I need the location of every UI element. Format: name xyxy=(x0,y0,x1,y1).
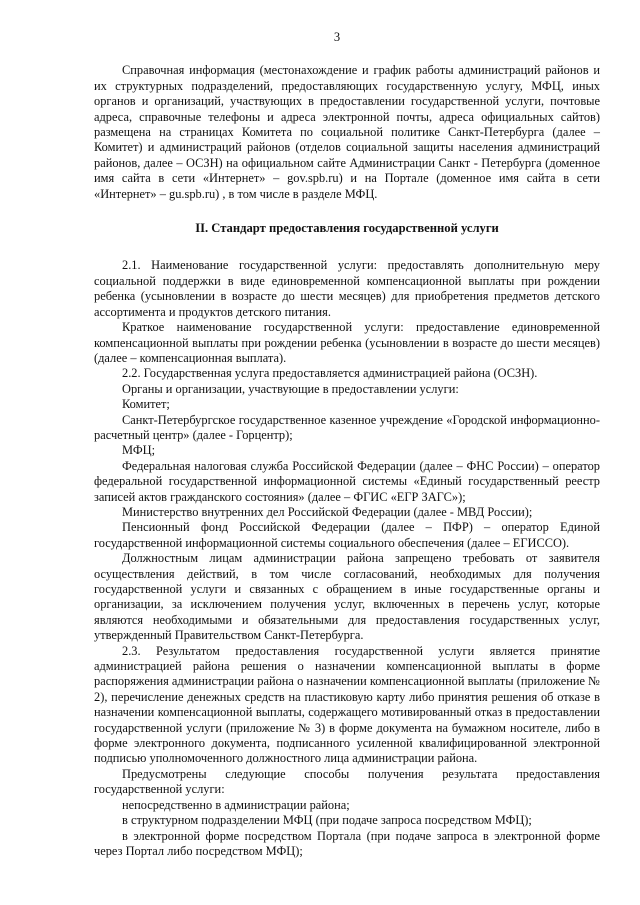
list-item-fns: Федеральная налоговая служба Российской Федерации (далее – ФНС России) – оператор федеральной государственной информационной системы «Единый государственный реестр записей актов гражданского состояния» (далее – ФГИС «ЕГР ЗАГС»); xyxy=(94,458,600,504)
paragraph-prohibition: Должностным лицам администрации района запрещено требовать от заявителя осуществления действий, в том числе согласований, необходимых для получения государственной услуги и связанных с обращением в иные государственные органы и организации, за исключением получения услуг, включенных в перечень услуг, которые являются необходимыми и обязательными для предоставления государственных услуг, утвержденный Правительством Санкт-Петербурга. xyxy=(94,551,600,643)
intro-paragraph: Справочная информация (местонахождение и график работы администраций районов и их структурных подразделений, предоставляющих государственную услугу, МФЦ, иных органов и организаций, участвующих в предоставлении государственной услуги, почтовые адреса, справочные телефоны и адреса электронной почты, адреса официальных сайтов) размещена на страницах Комитета по социальной политике Санкт-Петербурга (далее – Комитет) и администраций районов (отделов социальной защиты населения администраций районов, далее – ОСЗН) на официальном сайте Администрации Санкт - Петербурга (доменное имя сайта в сети «Интернет» – gov.spb.ru) и на Портале (доменное имя сайта в сети «Интернет» – gu.spb.ru) , в том числе в разделе МФЦ. xyxy=(94,63,600,201)
paragraph-participants-heading: Органы и организации, участвующие в предоставлении услуги: xyxy=(122,381,459,396)
paragraph-result-methods: Предусмотрены следующие способы получения результата предоставления государственной услуги: xyxy=(94,766,600,797)
paragraph-short-name: Краткое наименование государственной услуги: предоставление единовременной компенсационной выплаты при рождении ребенка (усыновлении в возрасте до шести месяцев) (далее – компенсационная выплата). xyxy=(94,320,600,365)
list-item-committee: Комитет; xyxy=(122,397,170,412)
page-number: 3 xyxy=(333,30,341,44)
list-item-mvd: Министерство внутренних дел Российской Федерации (далее - МВД России); xyxy=(122,504,533,519)
paragraph-2-1: 2.1. Наименование государственной услуги: предоставлять дополнительную меру социальной поддержки в виде единовременной компенсационной выплаты при рождении ребенка (усыновлении в возрасте до шести месяцев) для приобретения предметов детского ассортимента и продуктов детского питания. xyxy=(94,258,600,319)
list-item-mfc: МФЦ; xyxy=(122,443,156,458)
section-title: II. Стандарт предоставления государственной услуги xyxy=(195,221,499,236)
list-item-portal: в электронной форме посредством Портала (при подаче запроса в электронной форме через Портал либо посредством МФЦ); xyxy=(94,828,600,858)
list-item-mfc-unit: в структурном подразделении МФЦ (при подаче запроса посредством МФЦ); xyxy=(122,813,532,828)
paragraph-2-3: 2.3. Результатом предоставления государственной услуги является принятие администрацией района решения о назначении компенсационной выплаты в форме распоряжения администрации района о назначении компенсационной выплаты (приложение № 2), перечисление денежных средств на пластиковую карту либо принятия решения об отказе в назначении компенсационной выплаты, содержащего мотивированный отказ в предоставлении государственной услуги (приложение № 3) в форме документа на бумажном носителе, либо в форме электронного документа, подписанного усиленной квалифицированной электронной подписью уполномоченного должностного лица администрации района. xyxy=(94,643,600,766)
list-item-gorcentr: Санкт-Петербургское государственное казенное учреждение «Городской информационно-расчетный центр» (далее - Горцентр); xyxy=(94,412,600,442)
list-item-admin: непосредственно в администрации района; xyxy=(122,797,350,812)
list-item-pfr: Пенсионный фонд Российской Федерации (далее – ПФР) – оператор Единой государственной информационной системы социального обеспечения (далее – ЕГИССО). xyxy=(94,520,600,550)
paragraph-2-2: 2.2. Государственная услуга предоставляется администрацией района (ОСЗН). xyxy=(122,366,538,381)
